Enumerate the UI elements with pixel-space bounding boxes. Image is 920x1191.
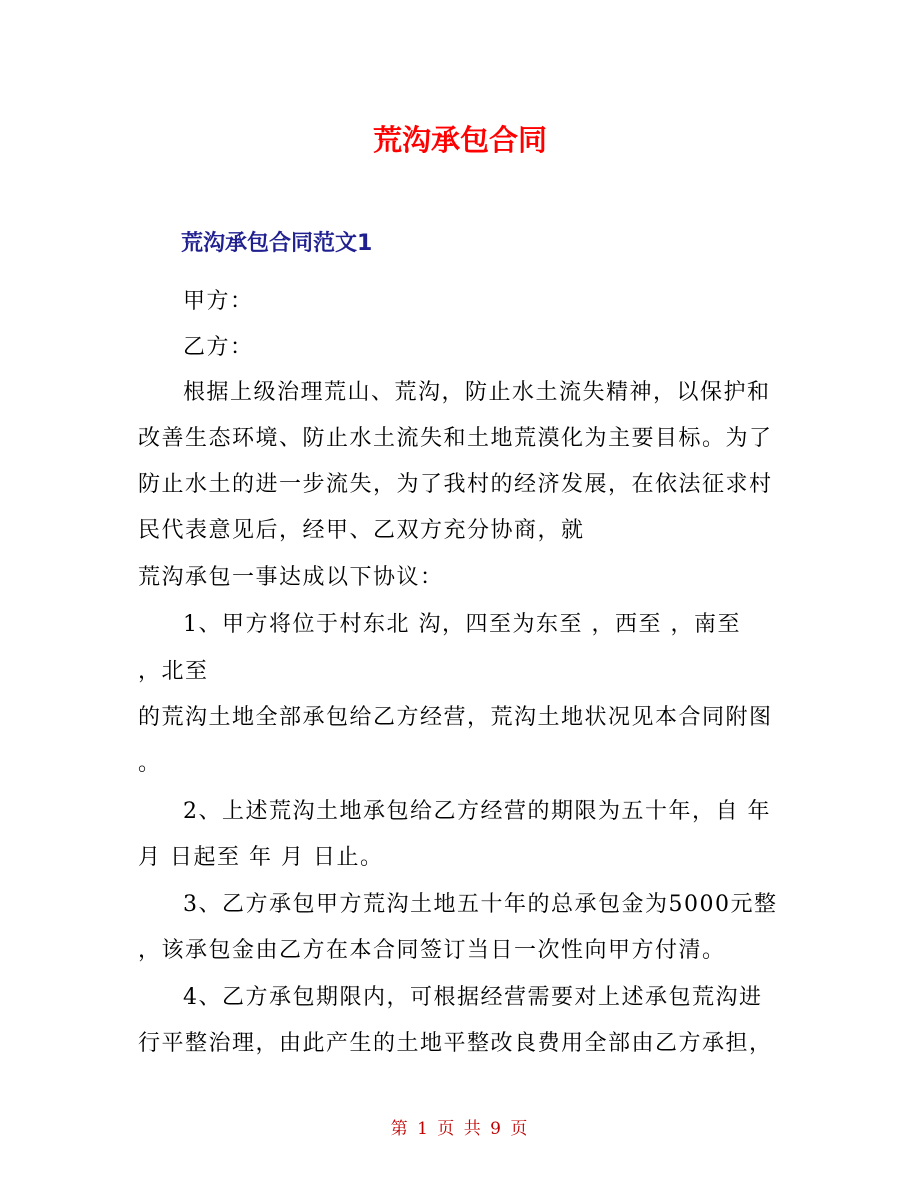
page-number: 第 1 页 共 9 页 <box>390 1119 530 1139</box>
document-title: 荒沟承包合同 <box>372 123 547 157</box>
clause-1-line: 1、甲方将位于村东北 沟，四至为东至 ，西至 ，南至 <box>183 612 741 637</box>
clause-1-line: 的荒沟土地全部承包给乙方经营，荒沟土地状况见本合同附图 <box>138 705 773 730</box>
paragraph-line: 荒沟承包一事达成以下协议： <box>138 565 444 590</box>
clause-2-line: 2、上述荒沟土地承包给乙方经营的期限为五十年，自 年 <box>183 799 771 824</box>
paragraph-line: 民代表意见后，经甲、乙双方充分协商，就 <box>138 518 585 543</box>
clause-3-line: 3、乙方承包甲方荒沟土地五十年的总承包金为5000元整 <box>183 892 778 917</box>
paragraph-line: 防止水土的进一步流失，为了我村的经济发展，在依法征求村 <box>138 472 773 497</box>
party-b-line: 乙方： <box>183 335 254 360</box>
clause-1-line: ，北至 <box>138 659 209 684</box>
clause-1-line: 。 <box>138 751 162 776</box>
party-a-line: 甲方： <box>183 289 254 314</box>
clause-2-line: 月 日起至 年 月 日止。 <box>138 845 384 870</box>
section-heading: 荒沟承包合同范文1 <box>181 231 373 256</box>
clause-4-line: 行平整治理，由此产生的土地平整改良费用全部由乙方承担， <box>138 1031 773 1056</box>
clause-4-line: 4、乙方承包期限内，可根据经营需要对上述承包荒沟进 <box>183 985 763 1010</box>
paragraph-line: 改善生态环境、防止水土流失和土地荒漠化为主要目标。为了 <box>138 426 773 451</box>
paragraph-line: 根据上级治理荒山、荒沟，防止水土流失精神，以保护和 <box>183 380 771 405</box>
clause-3-line: ，该承包金由乙方在本合同签订当日一次性向甲方付清。 <box>138 938 726 963</box>
